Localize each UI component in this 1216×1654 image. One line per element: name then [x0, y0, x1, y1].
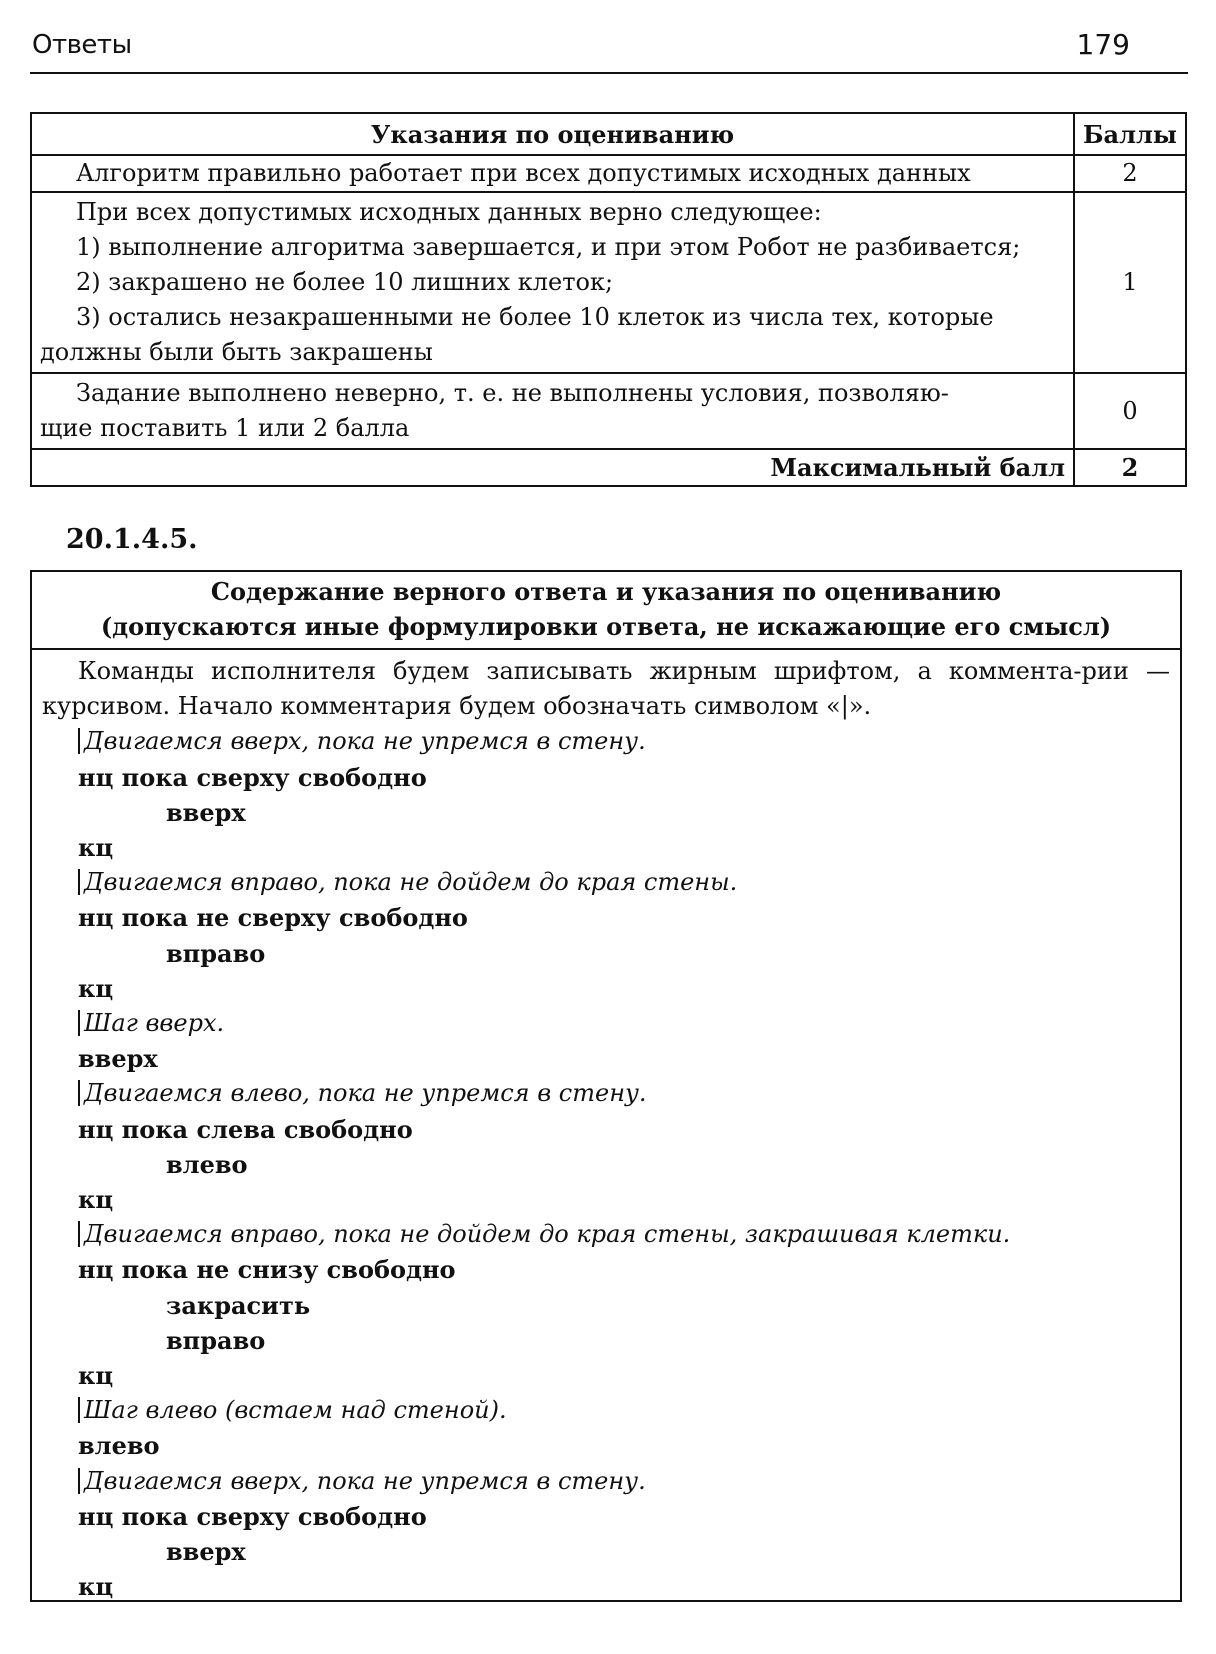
code-listing: [42, 724, 1170, 1604]
criteria-line: 2) закрашено не более 10 лишних клеток;: [76, 268, 614, 296]
criteria-cell: [31, 155, 1074, 192]
points-cell: 0: [1074, 373, 1186, 449]
section-title: Ответы: [32, 30, 132, 60]
points-cell: 1: [1074, 192, 1186, 373]
code-comment: [42, 1006, 1170, 1041]
answer-body: [32, 650, 1180, 1604]
criteria-line: щие поставить 1 или 2 балла: [40, 414, 410, 442]
comment-text: Шаг вверх.: [84, 1009, 225, 1038]
criteria-cell: [31, 373, 1074, 449]
header-divider: [30, 72, 1188, 74]
criteria-line: При всех допустимых исходных данных верно следующее:: [76, 198, 822, 226]
table-row: [31, 373, 1186, 449]
code-comment: [42, 724, 1170, 759]
code-comment: [42, 1393, 1170, 1428]
comment-text: Двигаемся вверх, пока не упремся в стену.: [84, 1466, 646, 1495]
code-command: нц пока слева свободно: [78, 1114, 413, 1144]
criteria-cell: [31, 192, 1074, 373]
code-command: кц: [78, 1361, 114, 1391]
criteria-line: 3) остались незакрашенными не более 10 клеток из числа тех, которые: [76, 303, 994, 331]
code-command: влево: [166, 1149, 248, 1179]
comment-marker-icon: [78, 1221, 80, 1247]
code-command: кц: [78, 1185, 114, 1215]
comment-marker-icon: [78, 1080, 80, 1106]
criteria-line: 1) выполнение алгоритма завершается, и при этом Робот не разбивается;: [76, 233, 1021, 261]
code-comment: [42, 1217, 1170, 1252]
answer-intro: Команды исполнителя будем записывать жирным шрифтом, а коммента-рии — курсивом. Начало комментария будем обозначать символом «|».: [42, 657, 1170, 721]
code-command: вправо: [166, 938, 266, 968]
comment-marker-icon: [78, 1397, 80, 1423]
points-header: Баллы: [1074, 113, 1186, 155]
answer-title: Содержание верного ответа и указания по оцениванию: [210, 577, 1002, 606]
answer-header: [32, 572, 1180, 650]
criteria-line: Задание выполнено неверно, т. е. не выполнены условия, позволяю-: [76, 379, 949, 407]
code-command: кц: [78, 1572, 114, 1602]
answer-box: [30, 570, 1182, 1602]
comment-text: Шаг влево (встаем над стеной).: [84, 1396, 507, 1425]
criteria-header: Указания по оцениванию: [31, 113, 1074, 155]
code-comment: [42, 1076, 1170, 1111]
grading-table-header: [31, 113, 1186, 155]
comment-marker-icon: [78, 869, 80, 895]
code-command: нц пока сверху свободно: [78, 762, 427, 792]
table-row: [31, 449, 1186, 486]
code-command: вправо: [166, 1325, 266, 1355]
code-command: влево: [78, 1431, 160, 1461]
task-number: 20.1.4.5.: [66, 524, 198, 555]
code-command: закрасить: [166, 1290, 311, 1320]
comment-text: Двигаемся вверх, пока не упремся в стену.: [84, 727, 646, 756]
code-comment: [42, 1464, 1170, 1499]
code-command: нц пока не сверху свободно: [78, 903, 468, 933]
comment-marker-icon: [78, 1010, 80, 1036]
comment-text: Двигаемся вправо, пока не дойдем до края стены, закрашивая клетки.: [84, 1220, 1011, 1249]
answer-subtitle: (допускаются иные формулировки ответа, не искажающие его смысл): [100, 612, 1112, 641]
code-command: кц: [78, 973, 114, 1003]
code-command: кц: [78, 833, 114, 863]
max-score-value: 2: [1074, 449, 1186, 486]
comment-marker-icon: [78, 728, 80, 754]
grading-table: [30, 112, 1187, 487]
comment-text: Двигаемся влево, пока не упремся в стену.: [84, 1079, 647, 1108]
table-row: [31, 155, 1186, 192]
criteria-line: Алгоритм правильно работает при всех допустимых исходных данных: [76, 159, 971, 187]
code-comment: [42, 865, 1170, 900]
comment-text: Двигаемся вправо, пока не дойдем до края стены.: [84, 868, 738, 897]
code-command: вверх: [166, 1537, 246, 1567]
code-command: вверх: [166, 797, 246, 827]
page-number: 179: [1076, 28, 1130, 61]
criteria-line: должны были быть закрашены: [40, 338, 433, 366]
points-cell: 2: [1074, 155, 1186, 192]
comment-marker-icon: [78, 1468, 80, 1494]
table-row: [31, 192, 1186, 373]
code-command: нц пока не снизу свободно: [78, 1255, 456, 1285]
code-command: нц пока сверху свободно: [78, 1501, 427, 1531]
code-command: вверх: [78, 1044, 158, 1074]
max-score-label: Максимальный балл: [31, 449, 1074, 486]
